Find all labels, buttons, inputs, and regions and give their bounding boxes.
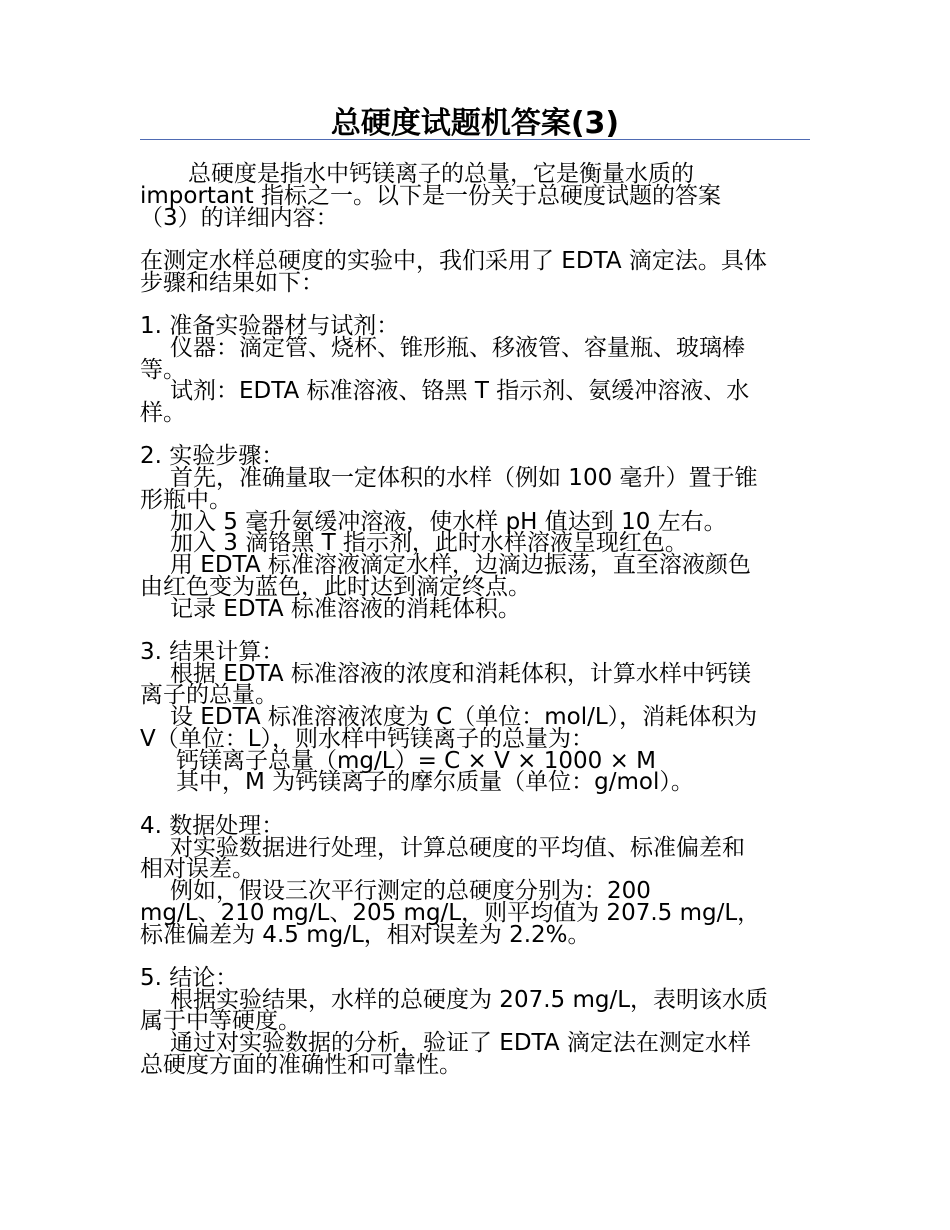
section-5-line: 属于中等硬度。 (140, 1008, 301, 1034)
section-4-line: 标准偏差为 4.5 mg/L，相对误差为 2.2%。 (140, 922, 591, 948)
method-line-2: 步骤和结果如下： (140, 270, 324, 296)
section-1-line: 等。 (140, 357, 186, 383)
section-3-heading: 3. 结果计算： (140, 639, 285, 665)
intro-line-3: （3）的详细内容： (140, 205, 339, 231)
section-1-line: 样。 (140, 400, 186, 426)
section-2-line: 加入 3 滴铬黑 T 指示剂，此时水样溶液呈现红色。 (170, 530, 688, 556)
section-1-line: 仪器：滴定管、烧杯、锥形瓶、移液管、容量瓶、玻璃棒 (170, 335, 745, 361)
section-4-line: 例如，假设三次平行测定的总硬度分别为：200 (170, 878, 651, 904)
section-3-line: 设 EDTA 标准溶液浓度为 C（单位：mol/L），消耗体积为 (170, 704, 758, 730)
section-5-line: 通过对实验数据的分析，验证了 EDTA 滴定法在测定水样 (170, 1030, 751, 1056)
section-4-line: 对实验数据进行处理，计算总硬度的平均值、标准偏差和 (170, 835, 745, 861)
section-5-line: 总硬度方面的准确性和可靠性。 (140, 1052, 462, 1078)
section-3-line: 离子的总量。 (140, 682, 278, 708)
section-4-line: 相对误差。 (140, 856, 255, 882)
formula-line: 钙镁离子总量（mg/L）= C × V × 1000 × M (176, 748, 657, 774)
section-2-line: 用 EDTA 标准溶液滴定水样，边滴边振荡，直至溶液颜色 (170, 552, 751, 578)
section-2-line: 首先，准确量取一定体积的水样（例如 100 毫升）置于锥 (170, 465, 758, 491)
intro-line-2: important 指标之一。以下是一份关于总硬度试题的答案 (140, 183, 721, 209)
section-2-line: 形瓶中。 (140, 487, 232, 513)
method-line-1: 在测定水样总硬度的实验中，我们采用了 EDTA 滴定法。具体 (140, 248, 767, 274)
section-5-line: 根据实验结果，水样的总硬度为 207.5 mg/L，表明该水质 (170, 987, 769, 1013)
section-1-line: 试剂：EDTA 标准溶液、铬黑 T 指示剂、氨缓冲溶液、水 (170, 378, 750, 404)
document-title: 总硬度试题机答案(3) (330, 106, 620, 141)
section-5-heading: 5. 结论： (140, 965, 239, 991)
section-2-line: 由红色变为蓝色，此时达到滴定终点。 (140, 574, 531, 600)
section-3-line: 其中，M 为钙镁离子的摩尔质量（单位：g/mol）。 (176, 769, 694, 795)
section-1-heading: 1. 准备实验器材与试剂： (140, 313, 400, 339)
section-2-heading: 2. 实验步骤： (140, 443, 285, 469)
section-3-line: V（单位：L），则水样中钙镁离子的总量为： (140, 726, 595, 752)
section-4-line: mg/L、210 mg/L、205 mg/L，则平均值为 207.5 mg/L， (140, 900, 761, 926)
section-4-heading: 4. 数据处理： (140, 813, 285, 839)
section-2-line: 记录 EDTA 标准溶液的消耗体积。 (170, 596, 521, 622)
section-2-line: 加入 5 毫升氨缓冲溶液，使水样 pH 值达到 10 左右。 (170, 509, 727, 535)
title-underline (140, 139, 810, 140)
intro-line-1: 总硬度是指水中钙镁离子的总量，它是衡量水质的 (188, 161, 694, 187)
section-3-line: 根据 EDTA 标准溶液的浓度和消耗体积，计算水样中钙镁 (170, 661, 751, 687)
